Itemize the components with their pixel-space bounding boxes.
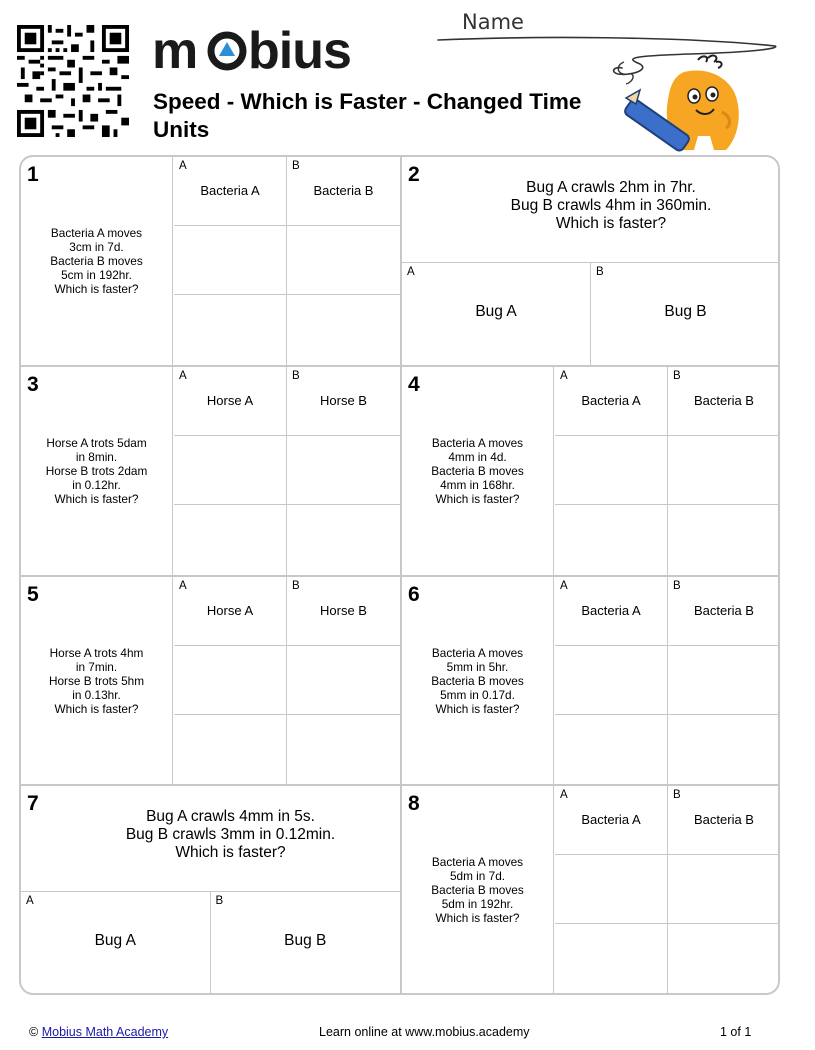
answer-box[interactable]: [211, 892, 401, 994]
working-box[interactable]: [555, 646, 667, 715]
answer-grid: [174, 577, 400, 785]
question-text: Horse A trots 4hm in 7min. Horse B trots 5hm in 0.13hr. Which is faster?: [48, 646, 145, 716]
working-box[interactable]: [174, 715, 286, 785]
question-number: 6: [408, 583, 420, 606]
answer-box[interactable]: [555, 786, 667, 855]
question-3: [21, 367, 400, 575]
answer-column-b: [668, 786, 780, 994]
answer-label: B: [292, 370, 300, 382]
answer-option: Bacteria B: [694, 812, 754, 827]
question-text: Bug A crawls 2hm in 7hr. Bug B crawls 4hm in 360min. Which is faster?: [510, 179, 712, 232]
answer-grid: [174, 157, 400, 365]
answer-label: A: [179, 160, 187, 172]
question-number: 5: [27, 583, 39, 606]
working-box[interactable]: [668, 855, 780, 924]
answer-column-a: [174, 367, 287, 575]
answer-label: A: [560, 789, 568, 801]
footer-learn-online: Learn online at www.mobius.academy: [319, 1025, 530, 1039]
answer-box[interactable]: [21, 892, 211, 994]
answer-column-b: [668, 577, 780, 785]
answer-option: Bacteria B: [313, 183, 374, 198]
question-text-box: [402, 786, 554, 994]
answer-box[interactable]: [591, 263, 780, 365]
mascot-illustration: [612, 52, 762, 156]
answer-option: Bacteria A: [200, 183, 260, 198]
working-box[interactable]: [555, 436, 667, 505]
working-box[interactable]: [174, 295, 286, 365]
worksheet-title: Speed - Which is Faster - Changed Time Units: [153, 89, 582, 142]
answer-column-b: [287, 577, 400, 785]
footer-copyright: [29, 1025, 168, 1039]
question-text-box: [21, 157, 173, 365]
svg-text:bius: bius: [248, 22, 351, 78]
answer-box[interactable]: [287, 577, 400, 646]
answer-box[interactable]: [174, 367, 286, 436]
answer-grid: [174, 367, 400, 575]
questions-grid: [19, 155, 780, 995]
answer-option: Bacteria B: [694, 603, 754, 618]
answer-label: A: [560, 370, 568, 382]
answer-label: B: [292, 580, 300, 592]
question-text: Bacteria A moves 3cm in 7d. Bacteria B moves 5cm in 192hr. Which is faster?: [50, 226, 143, 296]
question-text: Bacteria A moves 5dm in 7d. Bacteria B moves 5dm in 192hr. Which is faster?: [431, 855, 524, 925]
answer-label: A: [26, 895, 34, 907]
answer-label: A: [560, 580, 568, 592]
question-text: Horse A trots 5dam in 8min. Horse B trots 2dam in 0.12hr. Which is faster?: [45, 436, 148, 506]
answer-option: Bug B: [284, 932, 327, 949]
answer-option: Horse A: [206, 393, 254, 408]
answer-label: B: [673, 789, 681, 801]
answer-box[interactable]: [174, 157, 286, 226]
answer-box[interactable]: [287, 367, 400, 436]
working-box[interactable]: [287, 295, 400, 365]
svg-text:m: m: [152, 22, 198, 78]
answer-label: A: [407, 266, 415, 278]
question-5: [21, 577, 400, 785]
question-text: Bacteria A moves 4mm in 4d. Bacteria B moves 4mm in 168hr. Which is faster?: [431, 436, 524, 506]
question-2: [402, 157, 780, 365]
answer-column-a: [174, 157, 287, 365]
working-box[interactable]: [174, 436, 286, 505]
answer-option: Bacteria A: [581, 812, 641, 827]
answer-box[interactable]: [668, 367, 780, 436]
answer-option: Bug A: [475, 303, 517, 320]
working-box[interactable]: [287, 646, 400, 715]
working-box[interactable]: [668, 646, 780, 715]
answer-row: [21, 891, 400, 994]
answer-column-b: [287, 157, 400, 365]
question-number: 8: [408, 792, 420, 815]
answer-box[interactable]: [174, 577, 286, 646]
copyright-symbol: ©: [29, 1025, 39, 1039]
working-box[interactable]: [287, 226, 400, 295]
answer-grid: [555, 786, 780, 994]
answer-column-a: [555, 367, 668, 575]
page-number: 1 of 1: [720, 1025, 752, 1039]
working-box[interactable]: [174, 226, 286, 295]
mobius-logo: [152, 22, 362, 78]
answer-option: Bug B: [664, 303, 707, 320]
question-number: 7: [27, 792, 39, 815]
answer-box[interactable]: [287, 157, 400, 226]
question-text-box: [21, 577, 173, 785]
working-box[interactable]: [668, 715, 780, 785]
working-box[interactable]: [668, 924, 780, 994]
answer-column-b: [287, 367, 400, 575]
question-4: [402, 367, 780, 575]
answer-column-a: [555, 786, 668, 994]
working-box[interactable]: [174, 646, 286, 715]
working-box[interactable]: [287, 505, 400, 575]
answer-column-b: [668, 367, 780, 575]
answer-label: B: [215, 895, 224, 907]
question-1: [21, 157, 400, 365]
working-box[interactable]: [668, 505, 780, 575]
answer-column-a: [555, 577, 668, 785]
question-number: 3: [27, 373, 39, 396]
question-text: Bacteria A moves 5mm in 5hr. Bacteria B moves 5mm in 0.17d. Which is faster?: [431, 646, 524, 716]
working-box[interactable]: [555, 715, 667, 785]
name-label: Name: [462, 10, 524, 34]
answer-option: Horse A: [206, 603, 254, 618]
working-box[interactable]: [174, 505, 286, 575]
answer-row: [402, 262, 780, 365]
answer-label: B: [673, 580, 681, 592]
answer-label: B: [596, 266, 604, 278]
answer-box[interactable]: [402, 263, 591, 365]
working-box[interactable]: [555, 505, 667, 575]
question-number: 4: [408, 373, 420, 396]
answer-option: Horse B: [320, 393, 367, 408]
answer-option: Bacteria A: [581, 393, 641, 408]
working-box[interactable]: [287, 436, 400, 505]
question-number: 1: [27, 163, 39, 186]
question-text-box: [402, 367, 554, 575]
answer-box[interactable]: [668, 786, 780, 855]
working-box[interactable]: [287, 715, 400, 785]
academy-link[interactable]: Mobius Math Academy: [41, 1025, 169, 1039]
answer-option: Bacteria A: [581, 603, 641, 618]
answer-box[interactable]: [555, 367, 667, 436]
working-box[interactable]: [555, 855, 667, 924]
answer-label: B: [673, 370, 681, 382]
answer-box[interactable]: [668, 577, 780, 646]
answer-box[interactable]: [555, 577, 667, 646]
answer-label: A: [179, 370, 187, 382]
question-text: Bug A crawls 4mm in 5s. Bug B crawls 3mm in 0.12min. Which is faster?: [125, 808, 336, 861]
question-7: [21, 786, 400, 994]
answer-grid: [555, 367, 780, 575]
answer-label: B: [292, 160, 300, 172]
answer-option: Horse B: [320, 603, 367, 618]
question-text-box: [21, 367, 173, 575]
answer-option: Bacteria B: [694, 393, 754, 408]
question-6: [402, 577, 780, 785]
answer-grid: [555, 577, 780, 785]
question-number: 2: [408, 163, 420, 186]
answer-label: A: [179, 580, 187, 592]
working-box[interactable]: [668, 436, 780, 505]
answer-option: Bug A: [94, 932, 136, 949]
answer-column-a: [174, 577, 287, 785]
qr-code: [17, 25, 129, 137]
question-text-box: [402, 577, 554, 785]
working-box[interactable]: [555, 924, 667, 994]
question-8: [402, 786, 780, 994]
